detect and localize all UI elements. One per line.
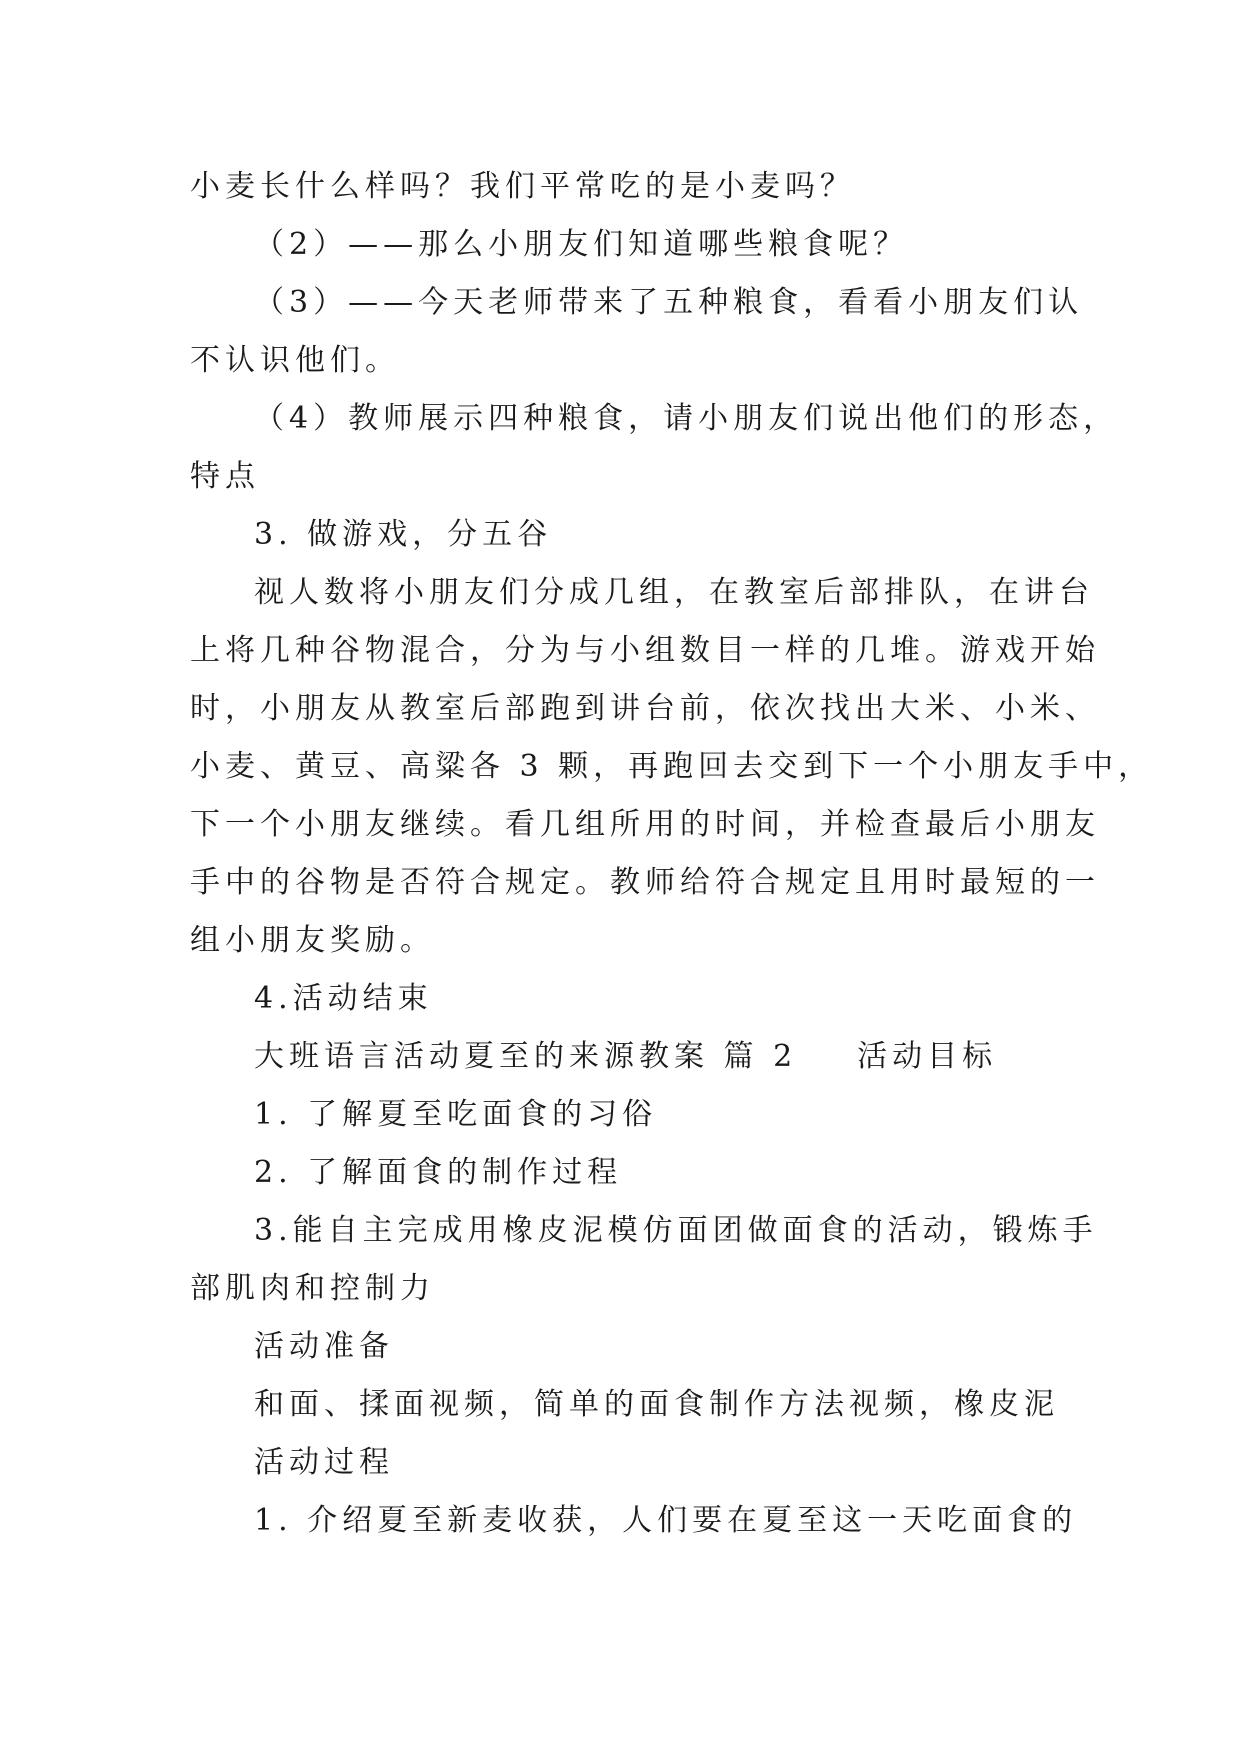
text-line: 时，小朋友从教室后部跑到讲台前，依次找出大米、小米、	[190, 691, 1100, 726]
paragraph-block-game	[190, 158, 1154, 1028]
text-line: 部肌肉和控制力	[190, 1271, 435, 1306]
section-title: 大班语言活动夏至的来源教案 篇 2	[254, 1039, 798, 1074]
paragraph-block-goals	[190, 1086, 1098, 1550]
text-line: 特点	[190, 459, 260, 494]
section-subtitle: 活动目标	[857, 1039, 998, 1074]
text-line: 2. 了解面食的制作过程	[254, 1155, 623, 1190]
text-line: 小麦、黄豆、高粱各 3 颗，再跑回去交到下一个小朋友手中，	[190, 749, 1154, 784]
text-line: 3. 做游戏，分五谷	[254, 517, 553, 552]
text-line: 下一个小朋友继续。看几组所用的时间，并检查最后小朋友	[190, 807, 1100, 842]
text-line: 活动准备	[254, 1329, 394, 1364]
text-line: 1. 介绍夏至新麦收获，人们要在夏至这一天吃面食的	[254, 1503, 1078, 1538]
text-line: 上将几种谷物混合，分为与小组数目一样的几堆。游戏开始	[190, 633, 1100, 668]
text-line: （3）——今天老师带来了五种粮食，看看小朋友们认	[254, 285, 1084, 320]
text-line: 不认识他们。	[190, 343, 400, 378]
text-line: 和面、揉面视频，简单的面食制作方法视频，橡皮泥	[254, 1387, 1059, 1422]
text-line: 视人数将小朋友们分成几组，在教室后部排队，在讲台	[254, 575, 1094, 610]
text-line: 4.活动结束	[254, 981, 433, 1016]
text-line: 3.能自主完成用橡皮泥模仿面团做面食的活动，锻炼手	[254, 1213, 1098, 1248]
text-line: （4）教师展示四种粮食，请小朋友们说出他们的形态，	[254, 401, 1119, 436]
document-body	[190, 158, 1154, 1550]
text-line: 组小朋友奖励。	[190, 923, 435, 958]
text-line: 小麦长什么样吗？我们平常吃的是小麦吗？	[190, 169, 855, 204]
text-line: （2）——那么小朋友们知道哪些粮食呢？	[254, 227, 909, 262]
text-line: 活动过程	[254, 1445, 394, 1480]
text-line: 1. 了解夏至吃面食的习俗	[254, 1097, 658, 1132]
text-line: 手中的谷物是否符合规定。教师给符合规定且用时最短的一	[190, 865, 1100, 900]
section-heading	[190, 1028, 1060, 1086]
